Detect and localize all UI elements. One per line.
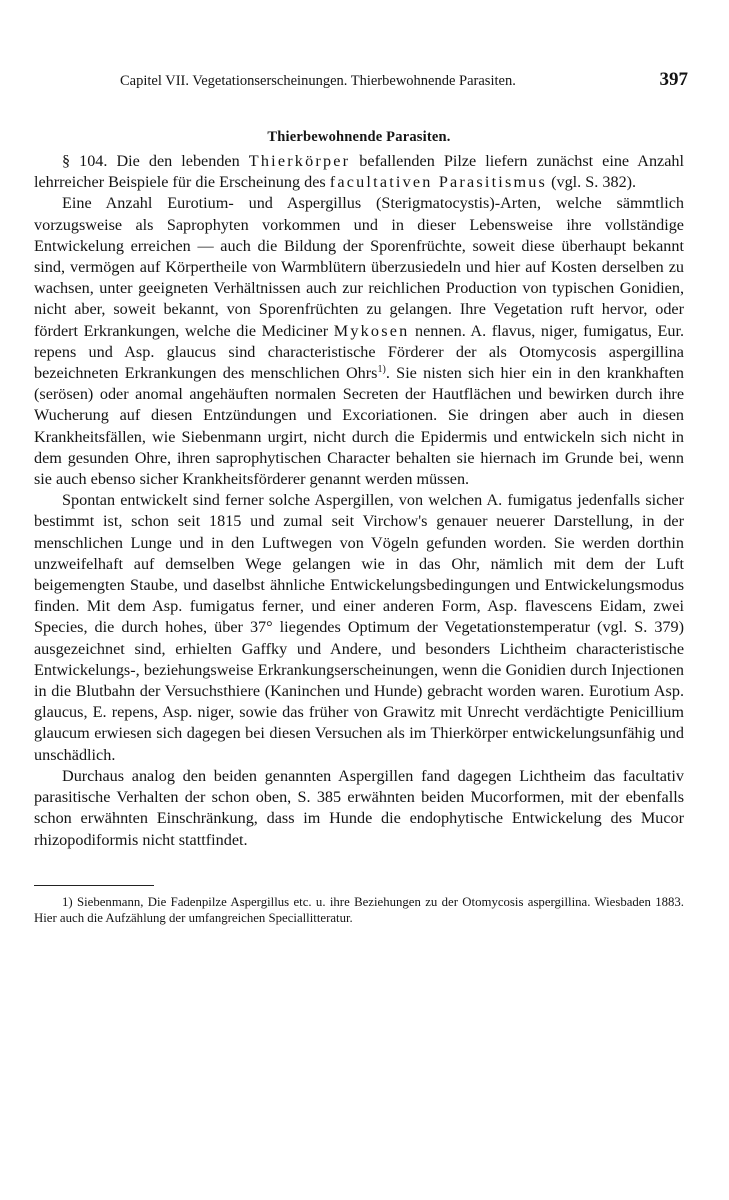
text-run: nennen. A. flavus, niger, fumigatus, Eur. repens und Asp. glaucus sind characteristische Förderer der als Otomycosis aspergillina bezeichneten Erkrankungen des menschlichen Ohrs: [34, 321, 685, 383]
paragraph-spontan: Spontan entwickelt sind ferner solche Aspergillen, von welchen A. fumigatus jedenfalls sicher bestimmt ist, schon seit 1815 und zumal seit Virchow's genauer neuerer Darstellung, in der menschlichen Lunge und in den Luftwegen von Vögeln gefunden worden. Sie werden dorthin unzweifelhaft auf demselben Wege gelangen wie in das Ohr, nämlich mit dem der Luft beigemengten Staube, und daselbst ähnliche Entwickelungsbedingungen und Entwickelungsmodus finden. Mit dem Asp. fumigatus ferner, und einer anderen Form, Asp. flavescens Eidam, zwei Species, die durch hohes, über 37° liegendes Optimum der Vegetationstemperatur (vgl. S. 379) ausgezeichnet sind, erhielten Gaffky und Andere, und besonders Lichtheim characteristische Entwickelungs-, beziehungsweise Erkrankungserscheinungen, wenn die Gonidien durch Injectionen in die Blutbahn der Versuchsthiere (Kaninchen und Hunde) gebracht worden waren. Eurotium Asp. glaucus, E. repens, Asp. niger, sowie das früher von Grawitz mit Unrecht verdächtigte Penicillium glaucum erwiesen sich dagegen bei diesen Versuchen als im Thierkörper entwickelungsunfähig und unschädlich.: [34, 491, 684, 764]
footnote: [34, 894, 684, 927]
footnote-text: Siebenmann, Die Fadenpilze Aspergillus etc. u. ihre Beziehungen zu der Otomycosis aspergillina. Wiesbaden 1883. Hier auch die Aufzählung der umfangreichen Speciallitteratur.: [34, 894, 684, 926]
running-title: Capitel VII. Vegetationserscheinungen. Thierbewohnende Parasiten.: [120, 73, 516, 89]
paragraph-104: [34, 151, 684, 193]
book-page: [34, 69, 688, 927]
paragraph-durchaus: Durchaus analog den beiden genannten Aspergillen fand dagegen Lichtheim das facultativ parasitische Verhalten der schon oben, S. 385 erwähnten beiden Mucorformen, mit der ebenfalls schon erwähnten Einschränkung, dass im Hunde die endophytische Entwickelung des Mucor rhizopodiformis nicht stattfindet.: [34, 766, 684, 849]
body-text: [34, 151, 684, 851]
page-number: 397: [659, 69, 688, 90]
footnote-reference[interactable]: 1): [377, 364, 386, 376]
paragraph-aspergillus: [34, 193, 684, 490]
text-run: (vgl. S. 382).: [547, 173, 637, 192]
emphasis-thierkoerper: Thierkörper: [248, 152, 351, 170]
emphasis-facultativen-parasitismus: facultativen Parasitismus: [329, 173, 548, 192]
text-run: § 104. Die den lebenden: [62, 152, 249, 170]
footnote-divider: [34, 885, 154, 886]
running-header: [34, 69, 688, 91]
section-title: Thierbewohnende Parasiten.: [267, 129, 451, 145]
emphasis-mykosen: Mykosen: [333, 321, 410, 340]
text-run: befallenden Pilze liefern zunächst eine Anzahl lehrreicher Beispiele für die Erscheinung des: [34, 152, 684, 192]
text-run: . Sie nisten sich hier ein in den krankhaften (serösen) oder anomal angehäuften normalen Secreten der Hautflächen und bewirken durch ihre Wucherung auf diesen Entzündungen und Excoriationen. Sie dringen aber auch in diesen Krankheitsfällen, wie Siebenmann urgirt, nicht durch die Epidermis und entwickeln sich nicht in dem gesunden Ohre, ihren saprophytischen Character behalten sie hiernach im Grunde bei, wenn sie auch ebenso sicher Krankheitsförderer genannt werden müssen.: [34, 364, 684, 489]
text-run: Eine Anzahl Eurotium- und Aspergillus (Sterigmatocystis)-Arten, welche sämmtlich vorzugsweise als Saprophyten vorkommen und in dieser Lebensweise ihre vollständige Entwickelung erreichen — auch die Bildung der Sporenfrüchte, soweit diese überhaupt bekannt sind, vermögen auf Körpertheile von Warmblütern überzusiedeln und hier auf Kosten derselben zu wachsen, unter geeigneten Verhältnissen auch zur reichlichen Production von typischen Gonidien, nicht aber, soweit bekannt, von Sporenfrüchten zu gelangen. Ihre Vegetation ruft hervor, oder fördert Erkrankungen, welche die Mediciner: [34, 194, 684, 340]
footnote-marker: 1): [62, 894, 73, 909]
